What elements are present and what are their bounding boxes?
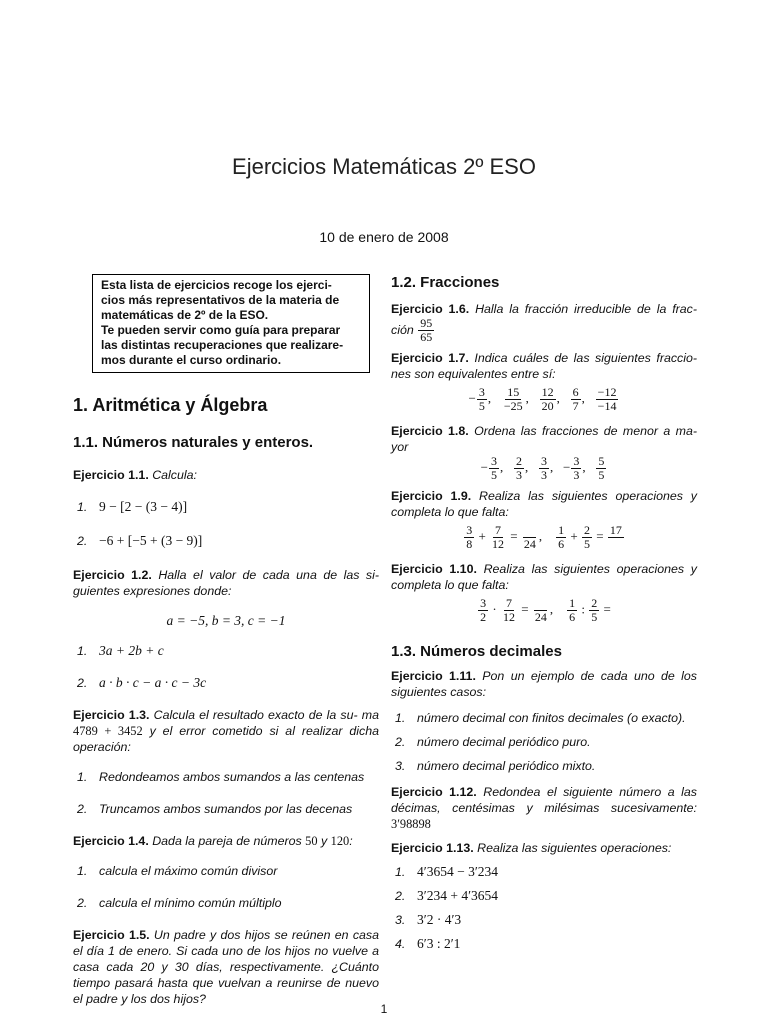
- fraction: [418, 317, 434, 344]
- fraction: [501, 597, 517, 624]
- numerator: −12: [597, 385, 617, 399]
- left-column: [73, 393, 379, 1017]
- denominator: 24: [523, 537, 536, 551]
- exercise-text: Un padre y dos hijos se reúnen en casa el día 1 de enero. Si cada uno de los hijos no vuelve a casa cada 20 y 30 días, respectivamente. ¿Cuánto tiempo pasará hasta que vuelvan a reunirse de nuevo el padre y los dos hijos?: [73, 928, 379, 1006]
- exercise-1-4: [73, 833, 379, 849]
- denominator: 7: [572, 399, 579, 413]
- numerator: 15: [507, 385, 520, 399]
- item-text: número decimal con finitos decimales (o exacto).: [417, 711, 686, 725]
- denominator: 3: [573, 468, 580, 482]
- document-date: 10 de enero de 2008: [319, 229, 449, 245]
- exercise-1-11: [391, 668, 697, 700]
- abstract-line: Te pueden servir como guía para preparar: [101, 323, 341, 337]
- exercise-label: Ejercicio 1.10.: [391, 562, 477, 576]
- denominator: 2: [480, 610, 487, 624]
- fraction: [540, 386, 556, 413]
- fraction: [539, 455, 549, 482]
- numerator: 7: [506, 596, 513, 610]
- exercise-text: y: [320, 834, 328, 848]
- numerator: 17: [609, 523, 622, 537]
- item-number: 1.: [77, 770, 88, 784]
- exercise-1-3: [73, 707, 379, 755]
- exercise-1-2: [73, 567, 379, 599]
- denominator: 5: [491, 468, 497, 482]
- exercise-label: Ejercicio 1.8.: [391, 424, 469, 438]
- item-expression: 3′2 · 4′3: [417, 912, 462, 927]
- fraction: [502, 386, 525, 413]
- exercise-label: Ejercicio 1.13.: [391, 841, 474, 855]
- fraction: [608, 524, 624, 551]
- sign: −: [563, 459, 571, 475]
- numerator: 2: [516, 454, 522, 468]
- fraction: [514, 455, 524, 482]
- list-item: [73, 863, 379, 879]
- denominator: 3: [516, 468, 522, 482]
- item-text: calcula el mínimo común múltiplo: [99, 896, 282, 910]
- item-number: 3.: [395, 913, 406, 927]
- item-number: 2.: [395, 889, 406, 903]
- sign: −: [468, 390, 476, 406]
- abstract-line: las distintas recuperaciones que realizare-: [101, 338, 344, 352]
- item-expression: −6 + [−5 + (3 − 9)]: [99, 533, 203, 548]
- abstract-line: mos durante el curso ordinario.: [101, 353, 282, 367]
- list-item: [73, 499, 379, 515]
- exercise-text: Indica cuáles de las siguientes fraccio- nes son equivalentes entre sí:: [391, 351, 697, 381]
- operation-line: $\frac{3}{2}$ · $\frac{7}{12}$ = 24 , $\frac{1}{6}$ : $\frac{2}{5}$ =: [480, 596, 611, 624]
- page-number: 1: [380, 1002, 388, 1016]
- list-item: [391, 936, 697, 952]
- item-number: 1.: [395, 711, 406, 725]
- exercise-label: Ejercicio 1.11.: [391, 669, 476, 683]
- exercise-text: Halla el valor de cada una de las si- guientes expresiones donde:: [73, 568, 380, 598]
- list-item: [73, 801, 379, 817]
- abstract-line: cios más representativos de la materia de: [101, 293, 340, 307]
- fraction: [589, 597, 599, 624]
- fraction: [489, 455, 499, 482]
- list-item: [391, 758, 697, 774]
- list-item: [73, 675, 379, 691]
- exercise-label: Ejercicio 1.3.: [73, 708, 150, 722]
- sign: −: [480, 459, 488, 475]
- denominator: 6: [569, 610, 576, 624]
- exercise-text: Ordena las fracciones de menor a ma- yor: [391, 424, 697, 454]
- denominator: 65: [420, 330, 433, 344]
- item-expression: 3a + 2b + c: [99, 643, 164, 658]
- item-expression: 3′234 + 4′3654: [417, 888, 499, 903]
- subsection-heading: 1.1. Números naturales y enteros.: [73, 434, 314, 451]
- item-text: Truncamos ambos sumandos por las decenas: [99, 802, 353, 816]
- numerator: 7: [495, 523, 502, 537]
- numerator: 6: [572, 385, 579, 399]
- denominator: 12: [503, 610, 516, 624]
- item-number: 2.: [77, 534, 88, 548]
- given-values: a = −5, b = 3, c = −1: [166, 613, 286, 628]
- item-expression: 6′3 : 2′1: [417, 936, 461, 951]
- exercise-text: Calcula:: [152, 468, 197, 482]
- list-item: [391, 734, 697, 750]
- denominator: 8: [466, 537, 473, 551]
- exercise-number: 3′98898: [391, 817, 431, 831]
- exercise-1-1: [73, 467, 379, 483]
- page-title: Ejercicios Matemáticas 2º ESO: [232, 154, 536, 179]
- fraction: [464, 524, 474, 551]
- denominator: 24: [534, 610, 547, 624]
- list-item: [73, 769, 379, 785]
- item-text: número decimal periódico puro.: [417, 735, 591, 749]
- numerator: 3: [541, 454, 547, 468]
- numerator: 1: [569, 596, 576, 610]
- denominator: 3: [541, 468, 547, 482]
- exercise-text: Redondea el siguiente número a las décimas, centésimas y milésimas sucesivamente:: [391, 785, 697, 815]
- exercise-label: Ejercicio 1.9.: [391, 489, 472, 503]
- list-item: [391, 864, 697, 880]
- numerator: 95: [420, 316, 433, 330]
- exercise-label: Ejercicio 1.5.: [73, 928, 150, 942]
- item-number: 1.: [77, 644, 88, 658]
- fraction: [582, 524, 592, 551]
- exercise-text: Pon un ejemplo de cada uno de los siguientes casos:: [391, 669, 697, 699]
- abstract-box: [92, 274, 370, 373]
- exercise-text: :: [349, 834, 353, 848]
- denominator: 5: [583, 537, 590, 551]
- denominator: 5: [478, 399, 485, 413]
- fraction-list: − $\frac{3}{5}$ , $\frac{2}{3}$ , $\frac{3}{3}$ , − $\frac{3}{3}$ , $\frac{5}{5}$: [480, 454, 605, 482]
- exercise-label: Ejercicio 1.6.: [391, 302, 470, 316]
- list-item: [73, 643, 379, 659]
- list-item: [391, 912, 697, 928]
- denominator: 5: [591, 610, 598, 624]
- numerator: 1: [558, 523, 565, 537]
- exercise-text: Realiza las siguientes operaciones y completa lo que falta:: [391, 489, 697, 519]
- exercise-text: Realiza las siguientes operaciones y completa lo que falta:: [391, 562, 697, 592]
- item-text: número decimal periódico mixto.: [417, 759, 596, 773]
- numerator: 3: [480, 596, 487, 610]
- item-number: 2.: [77, 896, 88, 910]
- fraction: [522, 524, 538, 551]
- fraction: [596, 455, 606, 482]
- numerator: 3: [466, 523, 473, 537]
- item-number: 4.: [395, 937, 406, 951]
- denominator: 5: [598, 468, 605, 482]
- fraction: [571, 455, 581, 482]
- item-number: 1.: [395, 865, 406, 879]
- denominator: 12: [492, 537, 505, 551]
- list-item: [391, 710, 697, 726]
- list-item: [73, 533, 379, 549]
- exercise-1-13: [391, 840, 697, 856]
- item-text: calcula el máximo común divisor: [99, 864, 278, 878]
- exercise-label: Ejercicio 1.2.: [73, 568, 152, 582]
- numerator: 3: [478, 385, 485, 399]
- fraction: [596, 386, 619, 413]
- exercise-text: Dada la pareja de números: [152, 834, 302, 848]
- exercise-text: Halla la fracción irreducible de la frac- ción: [391, 302, 697, 337]
- item-number: 2.: [77, 802, 88, 816]
- exercise-1-6: [391, 301, 697, 344]
- numerator: 12: [541, 385, 554, 399]
- item-expression: 4′3654 − 3′234: [417, 864, 499, 879]
- list-item: [391, 888, 697, 904]
- item-text: Redondeamos ambos sumandos a las centenas: [99, 770, 365, 784]
- list-item: [73, 895, 379, 911]
- exercise-1-5: [73, 927, 379, 1007]
- denominator: −25: [503, 399, 523, 413]
- fraction: [533, 597, 549, 624]
- fraction: [567, 597, 577, 624]
- item-number: 1.: [77, 500, 88, 514]
- denominator: 6: [558, 537, 565, 551]
- exercise-label: Ejercicio 1.1.: [73, 468, 149, 482]
- subsection-heading: 1.3. Números decimales: [391, 643, 562, 660]
- abstract-line: Esta lista de ejercicios recoge los ejerci-: [101, 278, 332, 292]
- fraction: [571, 386, 581, 413]
- exercise-text: Calcula el resultado exacto de la su- ma: [153, 708, 379, 722]
- exercise-text: Realiza las siguientes operaciones:: [477, 841, 672, 855]
- exercise-number: 50: [305, 834, 318, 848]
- fraction: [478, 597, 488, 624]
- right-column: [391, 273, 697, 952]
- section-heading: 1. Aritmética y Álgebra: [73, 395, 268, 415]
- numerator: 5: [598, 454, 605, 468]
- fraction: [477, 386, 487, 413]
- item-number: 1.: [77, 864, 88, 878]
- exercise-number: 120: [330, 834, 350, 848]
- denominator: 20: [541, 399, 554, 413]
- abstract-line: matemáticas de 2º de la ESO.: [101, 308, 269, 322]
- item-number: 2.: [395, 735, 406, 749]
- exercise-label: Ejercicio 1.4.: [73, 834, 149, 848]
- fraction: [556, 524, 566, 551]
- fraction-list: − $\frac{3}{5}$ , $\frac{15}{-25}$ , $\frac{12}{20}$ , $\frac{6}{7}$ , $\frac{-12}{-14}$: [468, 385, 617, 413]
- item-expression: a · b · c − a · c − 3c: [99, 675, 207, 690]
- exercise-number: 4789 + 3452: [73, 724, 143, 738]
- exercise-1-9: [391, 488, 697, 520]
- exercise-text: y el error cometido si al realizar dicha operación:: [73, 724, 379, 754]
- operation-line: $\frac{3}{8}$ + $\frac{7}{12}$ = 24 , $\frac{1}{6}$ + $\frac{2}{5}$ = 17: [466, 523, 622, 551]
- exercise-1-8: [391, 423, 697, 455]
- item-number: 2.: [77, 676, 88, 690]
- exercise-1-7: [391, 350, 697, 382]
- numerator: 2: [583, 523, 590, 537]
- item-expression: 9 − [2 − (3 − 4)]: [99, 499, 188, 514]
- exercise-1-10: [391, 561, 697, 593]
- denominator: −14: [597, 399, 617, 413]
- exercise-label: Ejercicio 1.12.: [391, 785, 477, 799]
- numerator: 2: [591, 596, 598, 610]
- subsection-heading: 1.2. Fracciones: [391, 274, 500, 291]
- numerator: 3: [573, 454, 580, 468]
- exercise-1-12: [391, 784, 697, 832]
- fraction: [490, 524, 506, 551]
- item-number: 3.: [395, 759, 406, 773]
- numerator: 3: [491, 454, 497, 468]
- exercise-label: Ejercicio 1.7.: [391, 351, 469, 365]
